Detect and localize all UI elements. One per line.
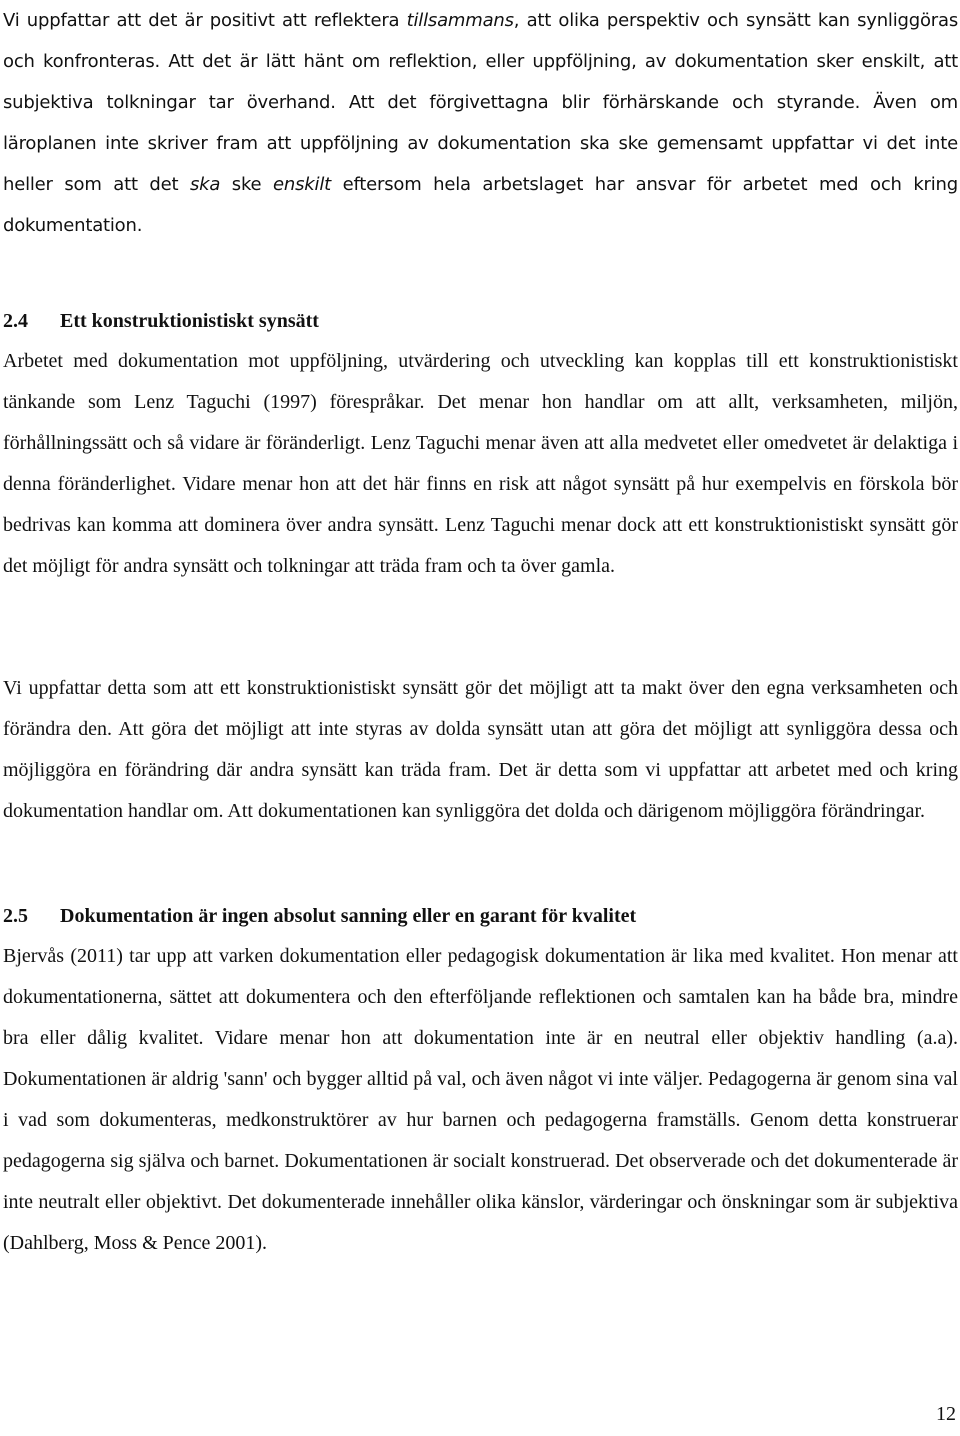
text-run: eftersom hela arbetslaget har ansvar för arbetet med och kring dokumentation. [3,174,958,236]
text-run: Vi uppfattar att det är positivt att reflektera [3,10,407,31]
paragraph-reflection [3,0,958,246]
text-run: ske [220,174,274,195]
section-number: 2.5 [3,905,28,927]
section-number: 2.4 [3,310,28,332]
section-heading-2-5 [3,896,636,937]
emphasis-ska: ska [189,174,221,195]
section-title: Ett konstruktionistiskt synsätt [60,310,319,332]
page-number: 12 [936,1403,956,1425]
section-heading-2-4 [3,301,319,342]
emphasis-tillsammans: tillsammans [406,10,514,31]
paragraph-makt: Vi uppfattar detta som att ett konstruktionistiskt synsätt gör det möjligt att ta makt över den egna verksamheten och förändra den. Att göra det möjligt att inte styras av dolda synsätt utan att göra det möjligt att synliggöra dessa och möjliggöra en förändring där andra synsätt kan träda fram. Det är detta som vi uppfattar att arbetet med och kring dokumentation handlar om. Att dokumentationen kan synliggöra det dolda och därigenom möjliggöra förändringar. [3,677,958,822]
text-run: Även om läroplanen inte skriver fram att uppföljning av dokumentation ska ske gemensamt uppfattar vi det inte heller som att det [3,92,959,195]
paragraph-kvalitet: Bjervås (2011) tar upp att varken dokumentation eller pedagogisk dokumentation är lika med kvalitet. Hon menar att dokumentationerna, sättet att dokumentera och den efterföljande reflektionen och samtalen kan ha både bra, mindre bra eller dålig kvalitet. Vidare menar hon att dokumentation inte är en neutral eller objektiv handling (a.a). Dokumentationen är aldrig 'sann' och bygger alltid på val, och även något vi inte väljer. Pedagogerna är genom sina val i vad som dokumenteras, medkonstruktörer av hur barnen och pedagogerna framställs. Genom detta konstruerar pedagogerna sig själva och barnet. Dokumentationen är socialt konstruerad. Det observerade och det dokumenterade är inte neutralt eller objektivt. Det dokumenterade innehåller olika känslor, värderingar och önskningar som är subjektiva (Dahlberg, Moss & Pence 2001). [3,945,958,1254]
section-title: Dokumentation är ingen absolut sanning eller en garant för kvalitet [60,905,637,927]
paragraph-konstruktionistiskt: Arbetet med dokumentation mot uppföljning, utvärdering och utveckling kan kopplas till ett konstruktionistiskt tänkande som Lenz Taguchi (1997) förespråkar. Det menar hon handlar om att allt, verksamheten, miljön, förhållningssätt och så vidare är föränderligt. Lenz Taguchi menar även att alla medvetet eller omedvetet är delaktiga i denna föränderlighet. Vidare menar hon att det här finns en risk att något synsätt på hur exempelvis en förskola bör bedrivas kan komma att dominera över andra synsätt. Lenz Taguchi menar dock att ett konstruktionistiskt synsätt gör det möjligt för andra synsätt och tolkningar att träda fram och ta över gamla. [3,350,958,577]
text-run: , att olika perspektiv och synsätt kan synliggöras och konfronteras. Att det är lätt hänt om reflektion, eller uppföljning, av dokumentation sker enskilt, att subjektiva tolkningar tar överhand. Att det förgivettagna blir förhärskande och styrande. [3,10,958,113]
emphasis-enskilt: enskilt [273,174,331,195]
